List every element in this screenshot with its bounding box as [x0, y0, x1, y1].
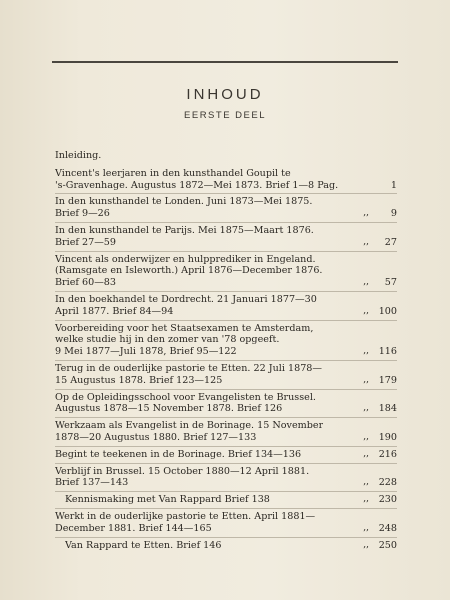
toc-entry: [55, 291, 397, 320]
toc-page-number: 230: [378, 494, 397, 506]
toc-entry: [55, 417, 397, 446]
toc-page-number: 250: [378, 539, 397, 551]
toc-entry-line: [55, 420, 397, 432]
toc-entry-text: Vincent als onderwijzer en hulpprediker in Engeland.: [55, 253, 316, 265]
toc-entry-line: [55, 523, 397, 535]
ditto-mark: ,,: [363, 277, 369, 288]
toc-entry-text: Werkt in de ouderlijke pastorie te Etten. April 1881—: [55, 510, 316, 522]
ditto-mark: ,,: [363, 477, 369, 488]
toc-entry-text: Vincent's leerjaren in den kunsthandel Goupil te: [55, 167, 291, 179]
toc-entry: [55, 389, 397, 418]
toc-entry-text: Verblijf in Brussel. 15 October 1880—12 April 1881.: [55, 465, 310, 477]
toc-entry-text: welke studie hij in den zomer van '78 opgeeft.: [55, 334, 280, 346]
toc-entry-text: Terug in de ouderlijke pastorie te Etten. 22 Juli 1878—: [55, 362, 322, 374]
toc-entry-line: [55, 265, 397, 277]
toc-entry-text: (Ramsgate en Isleworth.) April 1876—December 1876.: [55, 265, 323, 277]
toc-entry-text: In den kunsthandel te Londen. Juni 1873—Mei 1875.: [55, 196, 313, 208]
toc-page-number: 100: [378, 305, 397, 317]
ditto-mark: ,,: [363, 346, 369, 357]
toc-entry-text: In den boekhandel te Dordrecht. 21 Januari 1877—30: [55, 293, 317, 305]
toc-page-number: 216: [378, 448, 397, 460]
toc-entry-text: 's-Gravenhage. Augustus 1872—Mei 1873. Brief 1—8 Pag.: [55, 179, 339, 191]
ditto-mark: ,,: [363, 208, 369, 219]
ditto-mark: ,,: [363, 448, 369, 459]
toc-entry-line: [55, 168, 397, 180]
ditto-mark: ,,: [363, 431, 369, 442]
toc-entry: [55, 251, 397, 291]
toc-entry-line: [55, 363, 397, 375]
toc-entry: [55, 360, 397, 389]
ditto-mark: ,,: [363, 522, 369, 533]
toc-entry-text: Brief 27—59: [55, 236, 116, 248]
toc-entry-line: [55, 180, 397, 192]
toc-entry-line: [55, 334, 397, 346]
toc-entry-line: [65, 540, 397, 552]
toc-entry: [55, 491, 397, 508]
toc-entry-line: [55, 477, 397, 489]
toc-entry: [55, 446, 397, 463]
toc-entry-line: [55, 449, 397, 461]
toc-intro: Inleiding.: [55, 150, 102, 161]
toc-entry-line: [65, 494, 397, 506]
toc-page-number: 228: [378, 477, 397, 489]
ditto-mark: ,,: [363, 403, 369, 414]
toc-page-number: 248: [378, 522, 397, 534]
ditto-mark: ,,: [363, 494, 369, 505]
toc-page-number: 57: [384, 277, 397, 289]
toc-page-number: 116: [378, 346, 397, 358]
toc-entry-line: [55, 511, 397, 523]
toc-entry-line: [55, 432, 397, 444]
toc-entry-line: [55, 392, 397, 404]
toc-entry-text: Kennismaking met Van Rappard Brief 138: [65, 494, 270, 506]
toc-entry-line: [55, 294, 397, 306]
toc-entry-text: April 1877. Brief 84—94: [55, 305, 174, 317]
ditto-mark: ,,: [363, 236, 369, 247]
toc-page-number: 179: [378, 374, 397, 386]
toc-entry: [55, 222, 397, 251]
toc-entry-line: [55, 196, 397, 208]
toc-entry-line: [55, 375, 397, 387]
toc-page-number: 27: [384, 236, 397, 248]
toc-entry: [55, 508, 397, 537]
toc-entry-text: 9 Mei 1877—Juli 1878, Brief 95—122: [55, 346, 237, 358]
toc-entry-text: Brief 60—83: [55, 277, 116, 289]
toc-page-number: 184: [378, 403, 397, 415]
page-subtitle: EERSTE DEEL: [184, 110, 266, 121]
toc-entry: [55, 463, 397, 492]
toc-entry-line: [55, 403, 397, 415]
toc-entry-line: [55, 277, 397, 289]
toc-entry-line: [55, 323, 397, 335]
toc-entry-text: Op de Opleidingsschool voor Evangelisten te Brussel.: [55, 391, 316, 403]
toc-entry: [55, 193, 397, 222]
toc-entry: [55, 537, 397, 554]
toc-entry-text: Augustus 1878—15 November 1878. Brief 126: [55, 403, 283, 415]
page-title: INHOUD: [186, 86, 264, 103]
toc-entry-line: [55, 225, 397, 237]
toc-entry: [55, 166, 397, 194]
toc-entry-text: In den kunsthandel te Parijs. Mei 1875—Maart 1876.: [55, 224, 314, 236]
toc-entry-text: 1878—20 Augustus 1880. Brief 127—133: [55, 431, 257, 443]
toc-entry-line: [55, 466, 397, 478]
table-of-contents: [55, 150, 397, 553]
top-rule: [52, 61, 398, 63]
toc-entry-text: Voorbereiding voor het Staatsexamen te Amsterdam,: [55, 322, 314, 334]
ditto-mark: ,,: [363, 374, 369, 385]
toc-page-number: 9: [390, 208, 397, 220]
toc-entry-text: 15 Augustus 1878. Brief 123—125: [55, 374, 223, 386]
toc-entry-line: [55, 254, 397, 266]
toc-entry-text: Brief 137—143: [55, 477, 129, 489]
toc-entry-line: [55, 208, 397, 220]
toc-entry: [55, 320, 397, 360]
ditto-mark: ,,: [363, 305, 369, 316]
toc-page-number: 1: [390, 179, 397, 191]
toc-entry-text: Brief 9—26: [55, 208, 110, 220]
toc-entry-text: Begint te teekenen in de Borinage. Brief 134—136: [55, 448, 302, 460]
toc-entry-text: December 1881. Brief 144—165: [55, 522, 212, 534]
ditto-mark: ,,: [363, 539, 369, 550]
toc-page-number: 190: [378, 431, 397, 443]
toc-entry-text: Van Rappard te Etten. Brief 146: [65, 539, 222, 551]
toc-entry-line: [55, 346, 397, 358]
toc-entry-text: Werkzaam als Evangelist in de Borinage. 15 November: [55, 420, 324, 432]
toc-entry-line: [55, 237, 397, 249]
toc-entry-line: [55, 306, 397, 318]
